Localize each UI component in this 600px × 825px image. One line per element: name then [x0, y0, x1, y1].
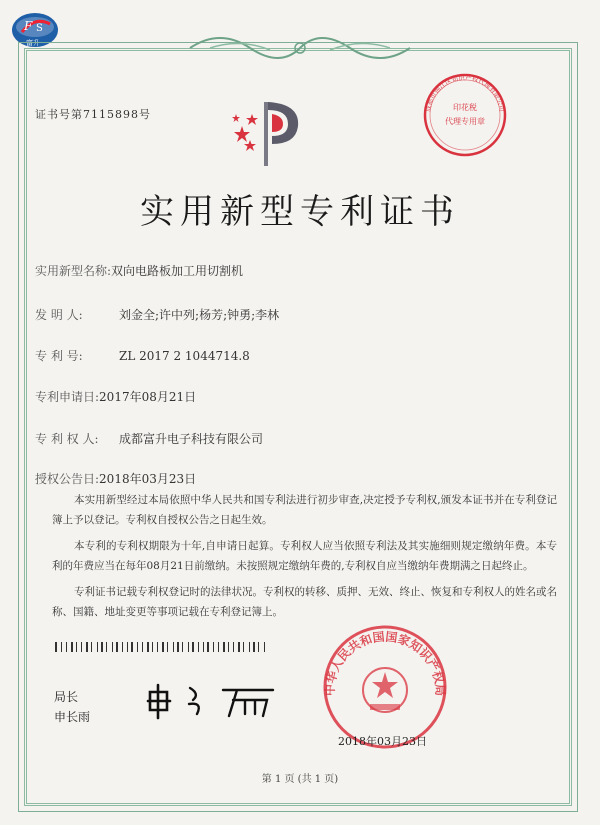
- field-label: 专利申请日:: [35, 390, 100, 404]
- field-label: 发 明 人:: [35, 308, 83, 322]
- patent-office-emblem-icon: [228, 92, 308, 170]
- field-label: 专 利 权 人:: [35, 432, 99, 446]
- barcode-icon: [55, 642, 270, 652]
- field-patent-number: [35, 347, 250, 364]
- agency-seal-icon: [420, 70, 510, 160]
- ornament-icon: [180, 28, 420, 68]
- signer-title: 局长: [54, 690, 79, 704]
- page-title: 实用新型专利证书: [140, 192, 460, 232]
- field-value: 成都富升电子科技有限公司: [119, 432, 264, 446]
- certificate-number: 证书号第7115898号: [35, 108, 151, 121]
- field-design-name: [35, 262, 243, 279]
- page-number: 第 1 页 (共 1 页): [261, 774, 339, 785]
- field-value: 刘金全;许中列;杨芳;钟勇;李林: [119, 308, 280, 322]
- field-inventors: [35, 306, 279, 323]
- field-label: 实用新型名称:: [35, 264, 112, 278]
- field-label: 专 利 号:: [35, 349, 83, 363]
- field-value: 双向电路板加工用切割机: [111, 264, 244, 278]
- svg-text:F: F: [24, 19, 33, 33]
- seal-line-2: 代理专用章: [445, 117, 485, 126]
- logo-text: 富升: [26, 39, 40, 47]
- svg-text:S: S: [36, 23, 43, 34]
- signer-name: 申长雨: [54, 710, 91, 724]
- field-label: 授权公告日:: [35, 472, 100, 486]
- field-value: 2017年08月21日: [99, 390, 197, 404]
- signature-icon: [145, 680, 280, 720]
- issue-date: 2018年03月23日: [338, 735, 427, 748]
- body-paragraph: 专利证书记载专利权登记时的法律状况。专利权的转移、质押、无效、终止、恢复和专利权人的姓名或名称、国籍、地址变更等事项记载在专利登记簿上。: [52, 586, 557, 618]
- seal-line-1: 成都市锦江区知识产权代理有限公司: [424, 73, 506, 113]
- field-application-date: [35, 388, 196, 405]
- seal-line-3: 印花税: [453, 103, 477, 112]
- field-grant-date: [35, 470, 196, 487]
- field-patentee: [35, 430, 263, 447]
- body-paragraph: 本专利的专利权期限为十年,自申请日起算。专利权人应当依照专利法及其实施细则规定缴纳年费。本专利的年费应当在每年08月21日前缴纳。未按照规定缴纳年费的,专利权自应当缴纳年费期满之日起终止。: [52, 540, 557, 572]
- field-value: 2018年03月23日: [99, 472, 197, 486]
- certificate-body: [52, 490, 557, 628]
- seal-text: 中华人民共和国国家知识产权局: [322, 629, 448, 697]
- field-value: ZL 2017 2 1044714.8: [119, 349, 250, 363]
- body-paragraph: 本实用新型经过本局依照中华人民共和国专利法进行初步审查,决定授予专利权,颁发本证书并在专利登记簿上予以登记。专利权自授权公告之日起生效。: [52, 494, 557, 526]
